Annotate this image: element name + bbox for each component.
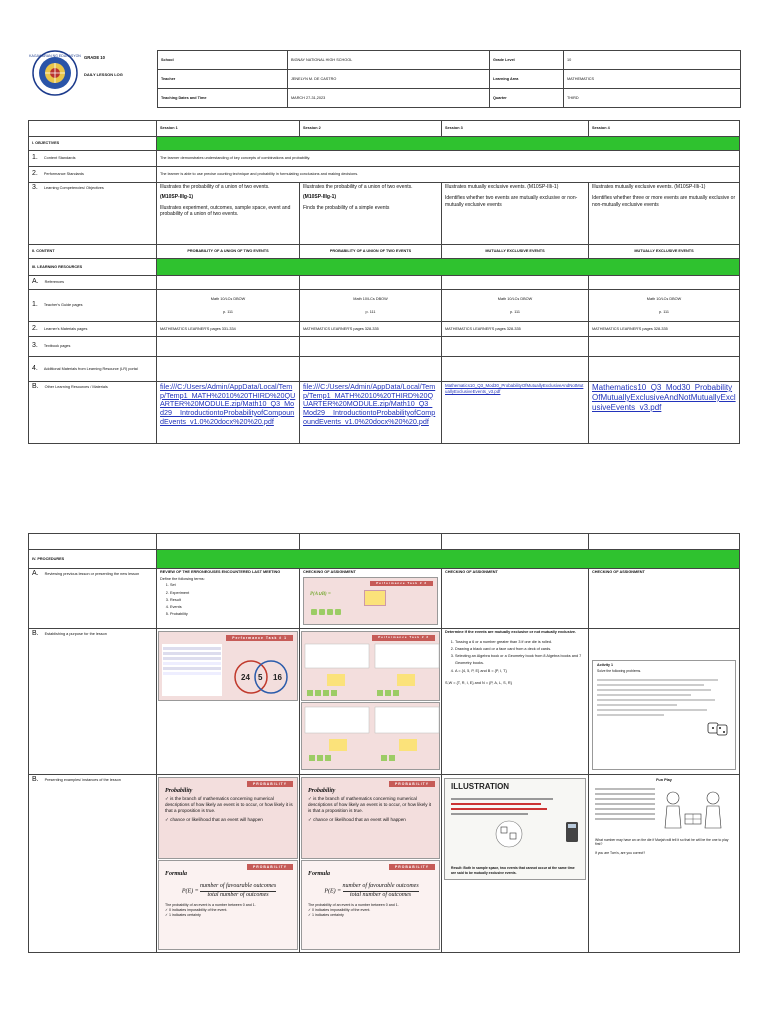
probability-slide-s2: PROBABILITY Probability ✓ is the branch of mathematics concerning numerical descriptions of how likely an event is to occur, or how likely it is that a proposition is true. ✓ chance or likelihood that an event will happen xyxy=(301,777,440,859)
teaching-dates-value: MARCH 27-31,2023 xyxy=(288,89,490,108)
lm-label: 2. Learner's Materials pages xyxy=(29,322,157,337)
dice-sample-graphic xyxy=(479,819,539,849)
tg-label: 1. Teacher's Guide pages xyxy=(29,290,157,322)
objectives-green-bar xyxy=(157,137,740,151)
calculator-icon xyxy=(565,821,579,843)
resources-green-bar xyxy=(157,259,740,276)
performance-standards-label: 2. Performance Standards xyxy=(29,167,157,183)
grade-label: GRADE 10 xyxy=(84,55,105,60)
kids-playing-illustration xyxy=(653,788,733,832)
references-label: A. References xyxy=(29,276,157,290)
review-s1: REVIEW OF THE ERRONEOUSES ENCOUNTERED LAST MEETING Define the following terms: 1. Set 2. Experiment 3. Result 4. Events 5. Probability xyxy=(157,569,300,629)
probability-slide-s1: PROBABILITY Probability ✓ is the branch of mathematics concerning numerical descriptions of how likely an event is to occur, or how likely it is that a proposition is true. ✓ chance or likelihood that an event will happen xyxy=(158,777,298,859)
blank-cell xyxy=(157,337,300,357)
lm-s4: MATHEMATICS LEARNER'S pages 328-335 xyxy=(589,322,740,337)
examples-label: B. Presenting examples/ instances of the lesson xyxy=(29,775,157,953)
performance-task-slide: Performance Task # 1 24 5 16 xyxy=(158,631,298,701)
blank-cell xyxy=(300,357,442,382)
blank-cell xyxy=(29,121,157,137)
competencies-label: 3. Learning Competencies/ Objectives xyxy=(29,183,157,245)
session-1-header: Session 1 xyxy=(157,121,300,137)
other-resources-s3 xyxy=(442,382,589,444)
blank-cell xyxy=(442,534,589,550)
blank-cell xyxy=(157,534,300,550)
learning-area-label: Learning Area xyxy=(490,70,564,89)
venn-right-value: 16 xyxy=(273,673,282,682)
procedures-table xyxy=(28,533,740,953)
blank-cell xyxy=(157,357,300,382)
other-resources-s4 xyxy=(589,382,740,444)
competencies-s4: Illustrates mutually exclusive events. (M10SP-IIIi-1) Identifies whether three or more events are mutually exclusive or non-mutually exclusive events xyxy=(589,183,740,245)
competencies-s3: Illustrates mutually exclusive events. (M10SP-IIIi-1) Identifies whether two events are mutually exclusive or non-mutually exclusive events xyxy=(442,183,589,245)
school-value: BIGNAY NATIONAL HIGH SCHOOL xyxy=(288,51,490,70)
other-resources-s2 xyxy=(300,382,442,444)
svg-text:KAGAWARAN NG EDUKASYON: KAGAWARAN NG EDUKASYON xyxy=(29,54,81,58)
blank-cell xyxy=(589,337,740,357)
review-s2: CHECKING OF ASSIGNMENT Performance Task # 2 P(A∪B) = xyxy=(300,569,442,629)
tg-s3: Math 10/LCs DBOW p. 111 xyxy=(442,290,589,322)
deped-logo xyxy=(29,50,81,96)
blank-cell xyxy=(29,534,157,550)
reviewing-label: A. Reviewing previous lesson or presenting the new lesson xyxy=(29,569,157,629)
teaching-dates-label: Teaching Dates and Time xyxy=(158,89,288,108)
procedures-green-bar xyxy=(157,550,740,569)
resource-link-s3[interactable]: Mathematics10_Q3_Mod30_ProbabilityOfMutuallyExclusiveAndNotMutuallyExclusiveEvents_v3.pdf xyxy=(445,383,584,394)
content-s2: PROBABILITY OF A UNION OF TWO EVENTS xyxy=(300,245,442,259)
fun-play-slide: Fun Play What number may have an on the die if Marjah will tell it so that he will be the one to play first? If you are Tom's, are you correct? xyxy=(591,778,737,874)
content-s3: MUTUALLY EXCLUSIVE EVENTS xyxy=(442,245,589,259)
purpose-s3: Determine if the events are mutually exclusive or not mutually exclusive. 1. Tossing a 6 or a number greater than 3 if one die is rolled. 2. Drawing a black card or a face card from a deck of cards. 3. Selecting an Algebra book or a Geometry book from 8 Algebra books and 7 Geometry books. 4. A = {4, 5, P, E} and B = {P, I, T} S,W = {T, R, I, E} and N = {P, A, L, S, R} xyxy=(442,629,589,775)
purpose-label: B. Establishing a purpose for the lesson xyxy=(29,629,157,775)
resource-link-s1[interactable]: file:///C:/Users/Admin/AppData/Local/Temp/Temp1_MATH%2010%20THIRD%20QUARTER%20MODULE.zip/Math10_Q3_Mod29__IntroductiontoProbabilityofCompoundEvents_v1.0%20docx%20%20.pdf xyxy=(160,382,296,426)
venn-left-value: 24 xyxy=(241,673,250,682)
resources-heading: III. LEARNING RESOURCES xyxy=(29,259,157,276)
teacher-label: Teacher xyxy=(158,70,288,89)
other-resources-label: B. Other Learning Resources / Materials xyxy=(29,382,157,444)
task-slide-b xyxy=(301,702,440,770)
blank-cell xyxy=(157,276,300,290)
content-s1: PROBABILITY OF A UNION OF TWO EVENTS xyxy=(157,245,300,259)
session-2-header: Session 2 xyxy=(300,121,442,137)
other-resources-s1 xyxy=(157,382,300,444)
blank-cell xyxy=(589,276,740,290)
review-s4: CHECKING OF ASSIGNMENT xyxy=(589,569,740,629)
lr-portal-label: 4. Additional Materials from Learning Resource (LR) portal xyxy=(29,357,157,382)
content-standards-text: The learner demonstrates understanding of key concepts of combinations and probability. xyxy=(157,151,740,167)
dice-icon xyxy=(707,721,729,737)
task-slide-a: Performance Task # 2 xyxy=(301,631,440,701)
quarter-value: THIRD xyxy=(564,89,741,108)
venn-diagram xyxy=(227,658,295,696)
lm-s1: MATHEMATICS LEARNER'S pages 331-334 xyxy=(157,322,300,337)
content-heading: II. CONTENT xyxy=(29,245,157,259)
tg-s2: Math 10/LCs DBOW p. 111 xyxy=(300,290,442,322)
formula-slide-s1: PROBABILITY Formula P(E) = number of favourable outcomes total number of outcomes The probability of an event is a number between 0 and 1. ✓ 0 indicates impossibility of the event. ✓ 1 indicates certainty xyxy=(158,860,298,950)
textbook-label: 3. Textbook pages xyxy=(29,337,157,357)
log-title: DAILY LESSON LOG xyxy=(84,72,123,77)
task-slide-b-graphic xyxy=(305,707,441,765)
blank-cell xyxy=(442,357,589,382)
review-s3: CHECKING OF ASSIGNMENT xyxy=(442,569,589,629)
blank-cell xyxy=(442,276,589,290)
activity-slide: Activity 1 Solve the following problems. xyxy=(592,660,736,770)
quarter-label: Quarter xyxy=(490,89,564,108)
competencies-s1: Illustrates the probability of a union of two events. (M10SP-IIIg-1) Illustrates experiment, outcomes, sample space, event and probability of a union of two events. xyxy=(157,183,300,245)
purpose-s4 xyxy=(589,629,740,775)
blank-cell xyxy=(300,276,442,290)
resource-link-s2[interactable]: file:///C:/Users/Admin/AppData/Local/Temp/Temp1_MATH%2010%20THIRD%20QUARTER%20MODULE.zip/Math10_Q3_Mod29__IntroductiontoProbabilityofCompoundEvents_v1.0%20docx%20%20.pdf xyxy=(303,382,436,426)
content-standards-label: 1. Content Standards xyxy=(29,151,157,167)
examples-s3 xyxy=(442,775,589,953)
procedures-heading: IV. PROCEDURES xyxy=(29,550,157,569)
venn-mid-value: 5 xyxy=(258,673,263,682)
session-3-header: Session 3 xyxy=(442,121,589,137)
teacher-value: JENELYN M. DE CASTRO xyxy=(288,70,490,89)
purpose-s1 xyxy=(157,629,300,775)
lm-s3: MATHEMATICS LEARNER'S pages 328-335 xyxy=(442,322,589,337)
blank-cell xyxy=(589,534,740,550)
blank-cell xyxy=(300,534,442,550)
competencies-s2: Illustrates the probability of a union of two events. (M10SP-IIIg-1) Finds the probability of a simple events xyxy=(300,183,442,245)
examples-s1 xyxy=(157,775,300,953)
review-s2-slide: Performance Task # 2 P(A∪B) = xyxy=(303,577,438,625)
illustration-slide: ILLUSTRATION Result: Both in sample space, two events that cannot occur at the same time are said to be mutually exclusive events. xyxy=(444,778,586,880)
lesson-log-table xyxy=(28,120,740,444)
tg-s1: Math 10/LCs DBOW p. 111 xyxy=(157,290,300,322)
session-4-header: Session 4 xyxy=(589,121,740,137)
blank-cell xyxy=(442,337,589,357)
examples-s2 xyxy=(300,775,442,953)
blank-cell xyxy=(589,357,740,382)
purpose-s2 xyxy=(300,629,442,775)
tg-s4: Math 10/LCs DBOW p. 111 xyxy=(589,290,740,322)
header-info-table xyxy=(157,50,741,108)
terms-list: 1. Set 2. Experiment 3. Result 4. Events 5. Probability xyxy=(160,582,296,618)
formula-slide-s2: PROBABILITY Formula P(E) = number of favourable outcomes total number of outcomes The probability of an event is a number between 0 and 1. ✓ 0 indicates impossibility of the event. ✓ 1 indicates certainty xyxy=(301,860,440,950)
learning-area-value: MATHEMATICS xyxy=(564,70,741,89)
grade-level-value: 10 xyxy=(564,51,741,70)
resource-link-s4[interactable]: Mathematics10_Q3_Mod30_ProbabilityOfMutuallyExclusiveAndNotMutuallyExclusiveEvents_v3.pdf xyxy=(592,383,736,412)
examples-s4 xyxy=(589,775,740,953)
lm-s2: MATHEMATICS LEARNER'S pages 328-335 xyxy=(300,322,442,337)
school-label: School xyxy=(158,51,288,70)
task-slide-graphic xyxy=(305,644,441,698)
objectives-heading: I. OBJECTIVES xyxy=(29,137,157,151)
blank-cell xyxy=(300,337,442,357)
content-s4: MUTUALLY EXCLUSIVE EVENTS xyxy=(589,245,740,259)
grade-level-label: Grade Level xyxy=(490,51,564,70)
performance-standards-text: The learner is able to use precise counting technique and probability in formulating conclusions and making decisions. xyxy=(157,167,740,183)
